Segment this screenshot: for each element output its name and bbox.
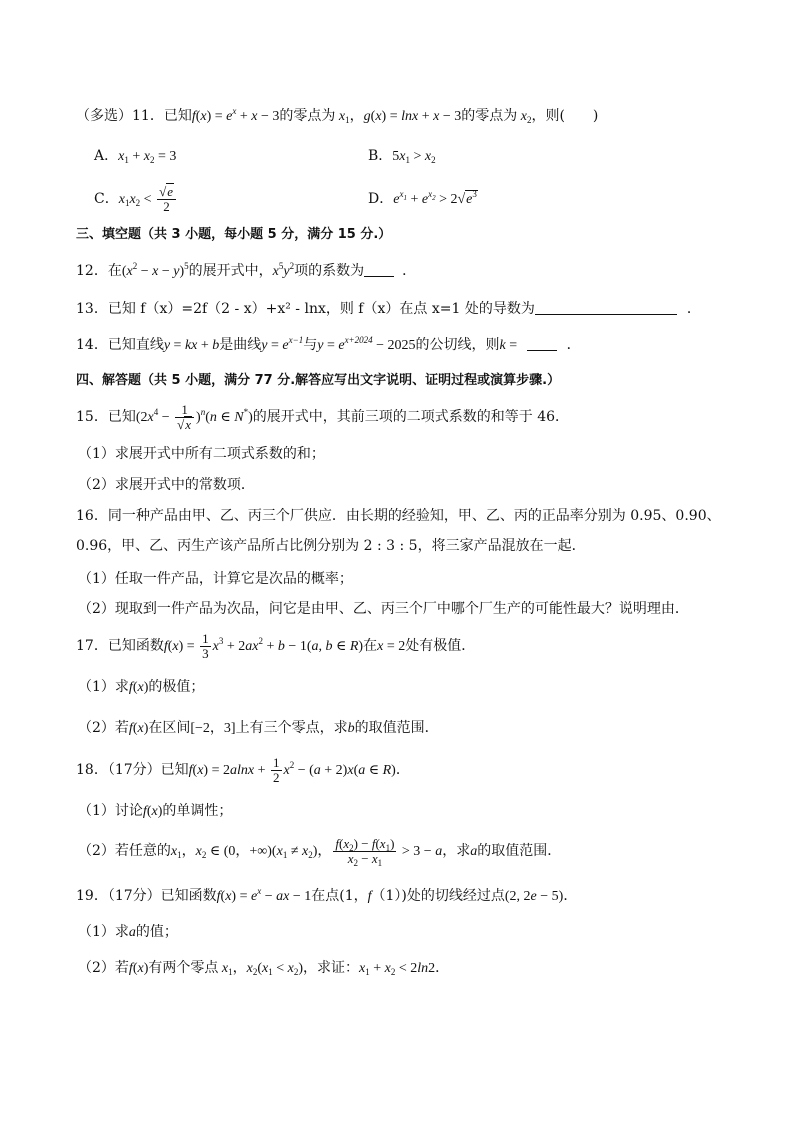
section-fill-in-heading: 三、填空题（共 3 小题，每小题 5 分，满分 15 分.） [76,227,392,242]
q11-f-expression: f [191,109,196,124]
q12-answer-blank[interactable] [364,262,394,277]
q15-part2: （2）求展开式中的常数项． [78,477,255,493]
option-c: C．$x_1x_2$ < $\frac{√e}{2}$ [94,181,178,218]
q17: 17．已知函数f(x) = $\frac{1}{3}$ $x^3 + 2ax^2 + b - 1(a$, b ∈ R)在x = 2处有极值． [76,630,476,661]
q19: 19．（17分）已知函数$f(x) = e^x$ − ax − 1在点(1，f（1）)处的切线经过点(2, 2e − 5)． [76,886,578,904]
q16-part2: （2）现取到一件产品为次品，问它是由甲、乙、丙三个厂中哪个厂生产的可能性最大？说明理由． [78,601,689,617]
q15-part1: （1）求展开式中所有二项式系数的和； [78,446,325,462]
q17-part2: （2）若f(x)在区间[−2，3]上有三个零点，求b的取值范围． [78,720,439,736]
option-a: A．$x_1 + x_2 = 3$ [94,148,177,165]
q15: 15．已知($2x^4$ − $\frac{1}{√x}$ )$^n$(n ∈ N*)的展开式中，其前三项的二项式系数的和等于 46． [76,401,570,432]
option-b: B．$5x_1 > x_2$ [368,148,436,165]
q19-part2: （2）若f(x)有两个零点 $x_1$，$x_2(x_1 < x_2)$，求证：$x_1 + x_2 < 2\ln 2$． [78,960,450,977]
q14: 14．已知直线y = kx + b是曲线$y = e^{x-1}$与$y = e^{x+2024} - 2025$的公切线，则k = ． [76,335,581,353]
q14-answer-blank[interactable] [527,336,557,351]
q12: 12．在$(x^2 - x - y)^5$的展开式中，$x^5y^2$项的系数为 ． [76,261,417,279]
q18-part2: （2）若任意的$x_1$，$x_2$ ∈ (0，$+\infty)(x_1 \ne x_2)$， $\frac{f(x_2) - f(x_1)}{x_2 - x_1}$ > 3 − a，求a的取值范围． [78,835,562,868]
q13: 13．已知 f（x）=2f（2 - x）+x² - lnx，则 f（x）在点 x=1 处的导数为 ． [76,301,701,317]
q13-answer-blank[interactable] [535,300,677,315]
q16-part1: （1）任取一件产品，计算它是次品的概率； [78,571,353,587]
q18: 18．（17分）已知f(x) = 2alnx + $\frac{1}{2}$ $x^2 - (a + 2)x(a$ ∈ R)． [76,754,410,785]
q19-part1: （1）求a的值； [78,924,178,940]
q11-stem: （多选）11．已知$f(x) = e^x + x - 3$的零点为 $x_1$，g(x) = lnx + x − 3的零点为 $x_2$，则( ) [76,106,599,125]
q17-part1: （1）求f(x)的极值； [78,679,205,695]
option-d: D．$e^{x_1} + e^{x_2} > 2√e^3$ [368,189,477,207]
q16-line2: 0.96，甲、乙、丙生产该产品所占比例分别为 2 : 3 : 5，将三家产品混放在一起． [76,538,586,554]
section-answer-heading: 四、解答题（共 5 小题，满分 77 分.解答应写出文字说明、证明过程或演算步骤.） [76,373,561,388]
q16-line1: 16．同一种产品由甲、乙、丙三个厂供应．由长期的经验知，甲、乙、丙的正品率分别为 0.95、0.90、 [76,508,721,524]
q18-part1: （1）讨论f(x)的单调性； [78,803,233,819]
